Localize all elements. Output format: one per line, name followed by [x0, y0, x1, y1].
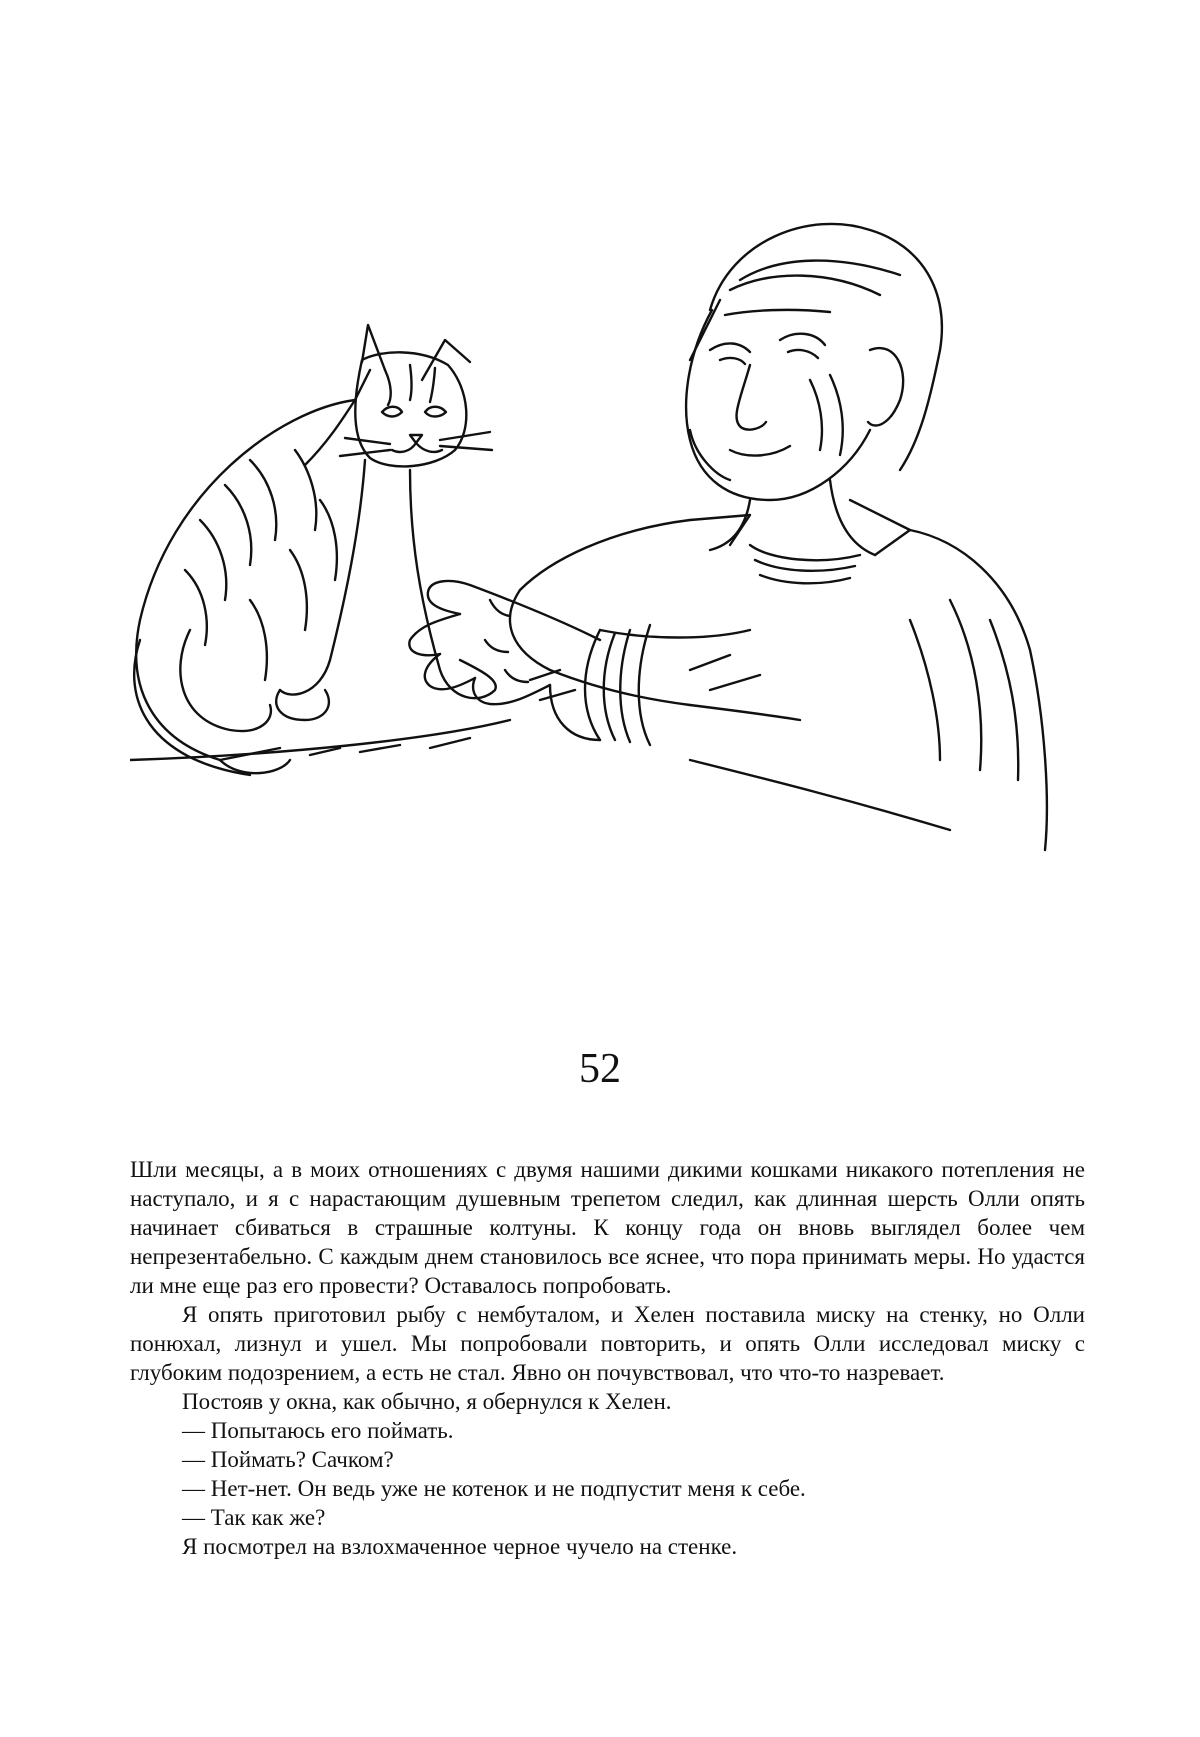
dialogue-line: — Поймать? Сачком? — [182, 1447, 394, 1472]
man-drawing — [409, 224, 1047, 850]
cat-drawing — [134, 325, 496, 775]
paragraph: Шли месяцы, а в моих отношениях с двумя нашими дикими кошками никакого потепления не наступало, и я с нарастающим душевным трепетом следил, как длинная шерсть Олли опять начинает сбиваться в страшные колтуны. К концу года он вновь выглядел более чем непрезентабельно. С каждым днем становилось все яснее, что пора принимать меры. Но удастся ли мне еще раз его провести? Оставалось попробовать. — [130, 1157, 1085, 1298]
chapter-body-text — [130, 1155, 1085, 1561]
man-petting-cat-illustration — [130, 200, 1080, 860]
chapter-number: 52 — [579, 1046, 621, 1092]
dialogue-line: — Так как же? — [182, 1505, 326, 1530]
dialogue-line: — Попытаюсь его поймать. — [182, 1418, 454, 1443]
dialogue-line: — Нет-нет. Он ведь уже не котенок и не подпустит меня к себе. — [182, 1476, 806, 1501]
paragraph: Постояв у окна, как обычно, я обернулся к Хелен. — [182, 1389, 672, 1414]
paragraph: Я посмотрел на взлохмаченное черное чучело на стенке. — [182, 1534, 738, 1559]
paragraph: Я опять приготовил рыбу с нембуталом, и Хелен поставила миску на стенку, но Олли понюхал, лизнул и ушел. Мы попробовали повторить, и опять Олли исследовал миску с глубоким подозрением, а есть не стал. Явно он почувствовал, что что-то назревает. — [130, 1302, 1085, 1385]
